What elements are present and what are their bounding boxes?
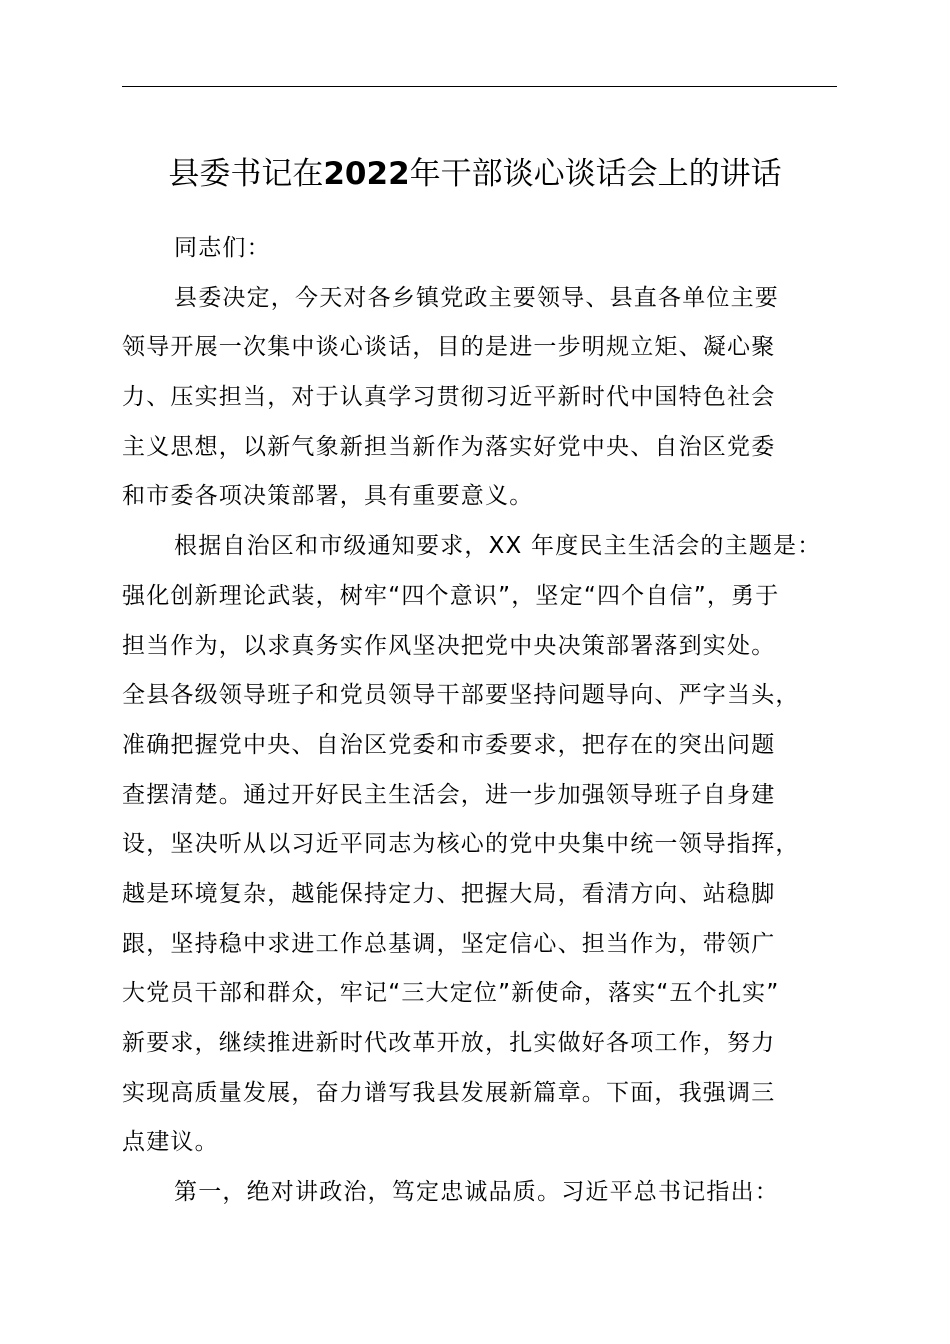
body-line: 力、压实担当，对于认真学习贯彻习近平新时代中国特色社会 (122, 384, 776, 411)
body-line: 县委决定，今天对各乡镇党政主要领导、县直各单位主要 (174, 284, 779, 311)
title-year: 2022 (323, 156, 410, 192)
body-line: 同志们： (174, 235, 271, 261)
body-line: 设，坚决听从以习近平同志为核心的党中央集中统一领导指挥， (122, 831, 800, 858)
body-line: 跟，坚持稳中求进工作总基调，坚定信心、担当作为，带领广 (122, 930, 776, 957)
body-line: 准确把握党中央、自治区党委和市委要求，把存在的突出问题 (122, 731, 776, 758)
body-line: 实现高质量发展，奋力谱写我县发展新篇章。下面，我强调三 (122, 1079, 776, 1106)
body-line: 查摆清楚。通过开好民主生活会，进一步加强领导班子自身建 (122, 781, 776, 808)
body-line: 根据自治区和市级通知要求，XX 年度民主生活会的主题是： (174, 533, 822, 560)
document-body (122, 224, 862, 1218)
body-line: 新要求，继续推进新时代改革开放，扎实做好各项工作，努力 (122, 1030, 776, 1056)
body-line: 和市委各项决策部署，具有重要意义。 (122, 483, 534, 510)
body-line: 越是环境复杂，越能保持定力、把握大局，看清方向、站稳脚 (122, 880, 776, 907)
header-rule (122, 86, 837, 87)
document-title (0, 150, 950, 198)
title-prefix: 县委书记在 (168, 156, 324, 192)
body-line: 点建议。 (122, 1129, 219, 1156)
body-line: 大党员干部和群众，牢记“三大定位”新使命，落实“五个扎实” (122, 980, 780, 1007)
body-line: 主义思想，以新气象新担当新作为落实好党中央、自治区党委 (122, 433, 776, 460)
body-line: 领导开展一次集中谈心谈话，目的是进一步明规立矩、凝心聚 (122, 334, 776, 361)
body-line: 全县各级领导班子和党员领导干部要坚持问题导向、严字当头， (122, 682, 800, 709)
body-line: 担当作为，以求真务实作风坚决把党中央决策部署落到实处。 (122, 632, 776, 659)
title-suffix: 年干部谈心谈话会上的讲话 (409, 156, 782, 192)
body-line: 强化创新理论武装，树牢“四个意识”，坚定“四个自信”，勇于 (122, 582, 780, 609)
body-line: 第一，绝对讲政治，笃定忠诚品质。习近平总书记指出： (174, 1179, 779, 1206)
